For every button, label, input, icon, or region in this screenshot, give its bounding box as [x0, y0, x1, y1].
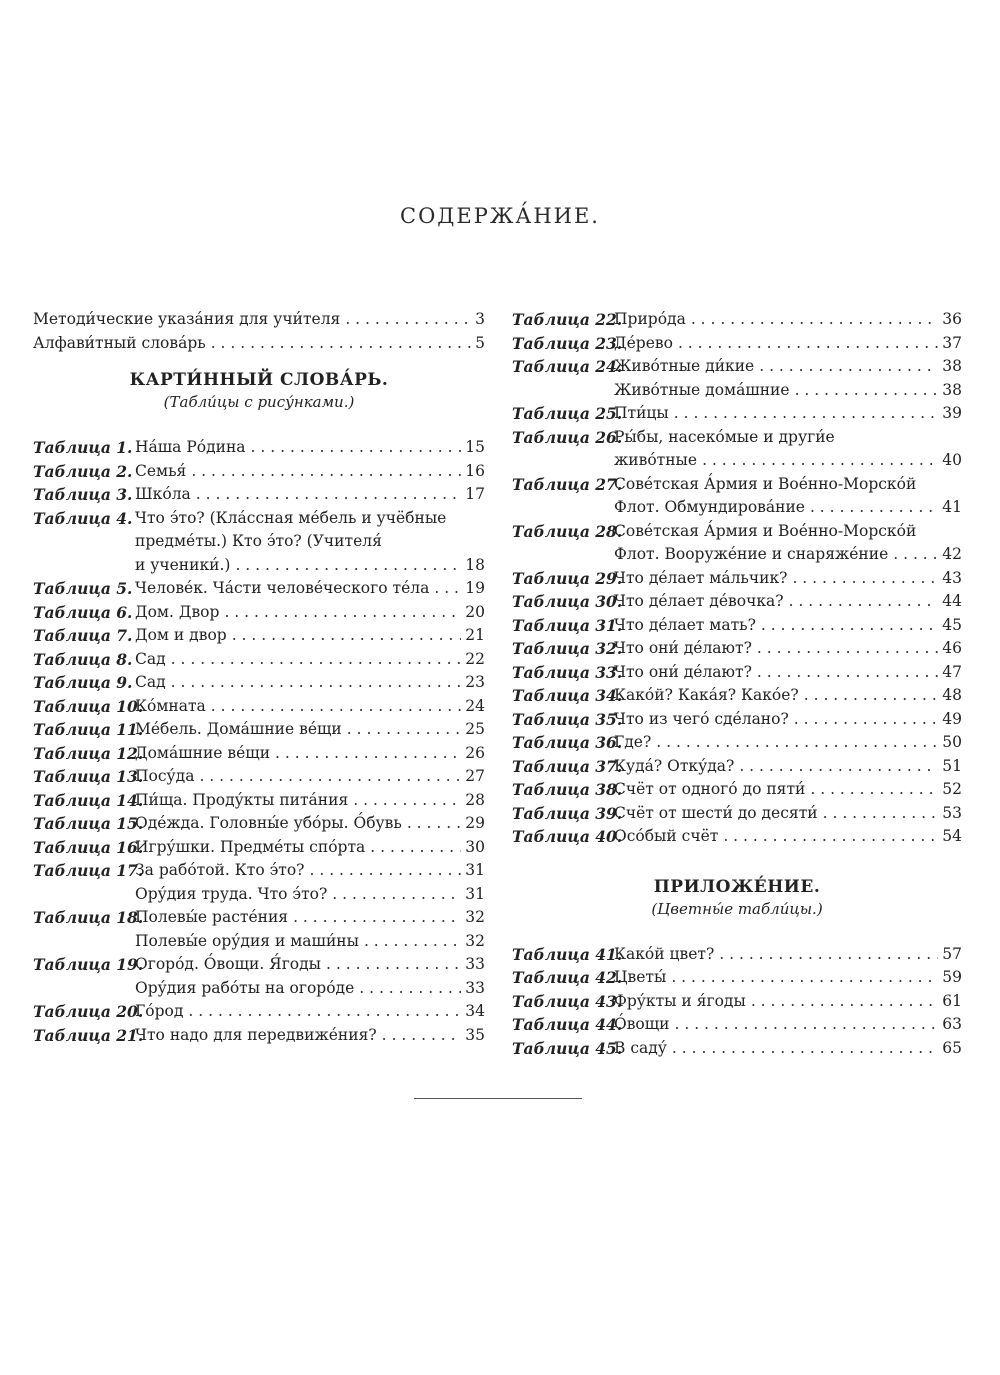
- toc-entry-label: Таблица 12.: [33, 743, 144, 763]
- toc-entry-page: 57: [942, 944, 962, 963]
- toc-entry: [512, 731, 962, 755]
- toc-entry: [33, 601, 485, 625]
- toc-entry-page: 31: [465, 884, 485, 903]
- toc-entry-page: 32: [465, 931, 485, 950]
- toc-entry-label: Таблица 33.: [512, 662, 623, 682]
- toc-entry: [33, 859, 485, 883]
- dot-leader: [232, 624, 462, 648]
- toc-entry-label: Таблица 23.: [512, 333, 623, 353]
- toc-entry-page: 38: [942, 380, 962, 399]
- toc-entry-title: Ору́дия труда. Что э́то?: [135, 884, 328, 903]
- dot-leader: [171, 671, 462, 695]
- toc-entry-page: 18: [465, 555, 485, 574]
- dot-leader: [326, 953, 461, 977]
- toc-entry-title: Ору́дия рабо́ты на огоро́де: [135, 978, 355, 997]
- toc-entry: [33, 530, 485, 554]
- toc-entry: [33, 507, 485, 531]
- toc-entry-page: 41: [942, 498, 962, 516]
- toc-entry: [33, 577, 485, 601]
- toc-entry: [33, 436, 485, 460]
- dot-leader: [382, 1024, 462, 1048]
- dot-leader: [196, 483, 461, 507]
- toc-entry: [33, 671, 485, 695]
- toc-entry-title: Флот. Вооруже́ние и снаряже́ние: [614, 545, 889, 563]
- toc-entry-page: 24: [465, 696, 485, 715]
- toc-entry-label: Таблица 31.: [512, 615, 623, 635]
- toc-entry: [512, 379, 962, 403]
- toc-entry: [512, 1013, 962, 1037]
- toc-entry-label: Таблица 11.: [33, 720, 144, 739]
- dot-leader: [823, 802, 939, 826]
- toc-entry-title: О́вощи: [614, 1015, 670, 1033]
- toc-entry-title: Осо́бый счёт: [614, 827, 719, 845]
- dot-leader: [723, 825, 938, 849]
- toc-entry-page: 47: [942, 662, 962, 681]
- toc-entry-label: Таблица 9.: [33, 673, 133, 692]
- toc-entry-page: 49: [942, 709, 962, 728]
- toc-entry-label: Таблица 27.: [512, 474, 623, 494]
- toc-entry: [33, 460, 485, 484]
- toc-entry-page: 43: [942, 568, 962, 587]
- dot-leader: [671, 966, 938, 990]
- toc-entry-page: 36: [942, 310, 962, 328]
- dot-leader: [407, 812, 461, 836]
- toc-entry-label: Таблица 32.: [512, 639, 623, 658]
- toc-entry-page: 28: [465, 790, 485, 809]
- toc-entry: [512, 355, 962, 379]
- toc-entry-page: 54: [942, 827, 962, 845]
- toc-entry: [512, 1037, 962, 1061]
- toc-entry-title: Флот. Обмундирова́ние: [614, 498, 805, 516]
- toc-entry-title: Посу́да: [135, 767, 195, 785]
- toc-entry-title: Живо́тные ди́кие: [614, 357, 755, 375]
- toc-entry-label: Таблица 37.: [512, 756, 623, 776]
- dot-leader: [678, 332, 938, 356]
- toc-entry-page: 5: [475, 333, 485, 352]
- toc-entry-page: 17: [465, 485, 485, 503]
- toc-entry-title: Что надо для передвиже́ния?: [135, 1025, 377, 1044]
- toc-entry: [33, 742, 485, 766]
- toc-entry: [512, 661, 962, 685]
- dot-leader: [370, 836, 461, 860]
- dot-leader: [359, 977, 461, 1001]
- toc-entry-label: Таблица 6.: [33, 602, 133, 622]
- toc-entry-page: 51: [942, 756, 962, 775]
- dot-leader: [364, 930, 461, 954]
- divider-rule: [414, 1098, 582, 1099]
- toc-entry-title: предме́ты.) Кто э́то? (Учителя́: [135, 532, 382, 550]
- toc-entry-title: Пи́ща. Проду́кты пита́ния: [135, 790, 349, 809]
- toc-entry-page: 15: [465, 438, 485, 456]
- toc-entry-title: Фру́кты и я́годы: [614, 991, 746, 1010]
- toc-entry-page: 38: [942, 357, 962, 375]
- dot-leader: [761, 614, 938, 638]
- toc-entry-page: 63: [942, 1015, 962, 1033]
- toc-entry-title: Счёт от одного́ до пяти́: [614, 780, 806, 798]
- dot-leader: [345, 308, 471, 332]
- toc-entry: [33, 765, 485, 789]
- section-heading-picture-dictionary: КАРТИ́ННЫЙ СЛОВА́РЬ.: [129, 370, 389, 390]
- dot-leader: [309, 859, 461, 883]
- toc-entry: [512, 520, 962, 544]
- dot-leader: [171, 648, 462, 672]
- toc-entry-title: Дом. Двор: [135, 602, 220, 621]
- toc-entry: [33, 812, 485, 836]
- dot-leader: [251, 436, 462, 460]
- toc-entry-label: Таблица 24.: [512, 357, 623, 376]
- toc-entry-title: Алфави́тный слова́рь: [33, 333, 206, 352]
- toc-entry-title: Сове́тская А́рмия и Вое́нно-Морско́й: [614, 521, 917, 540]
- toc-entry: [33, 953, 485, 977]
- toc-entry-title: Что де́лает де́вочка?: [614, 592, 784, 610]
- toc-entry-label: Таблица 34.: [512, 686, 623, 705]
- toc-entry-label: Таблица 16.: [33, 837, 144, 857]
- toc-entry-page: 45: [942, 615, 962, 634]
- dot-leader: [188, 1000, 461, 1024]
- toc-entry-title: и ученики́.): [135, 555, 231, 574]
- section-subheading-appendix: (Цветны́е табли́цы.): [651, 899, 823, 918]
- toc-entry-title: Куда́? Отку́да?: [614, 756, 735, 775]
- toc-entry-page: 53: [942, 803, 962, 822]
- toc-entry: [33, 648, 485, 672]
- toc-entry-page: 30: [465, 837, 485, 856]
- dot-leader: [672, 1037, 938, 1061]
- toc-entry-page: 22: [465, 649, 485, 668]
- toc-entry-page: 65: [942, 1038, 962, 1057]
- toc-entry-title: Что де́лает мать?: [614, 615, 756, 634]
- toc-entry-page: 52: [942, 780, 962, 798]
- toc-entry-page: 26: [465, 743, 485, 762]
- toc-entry-page: 42: [942, 545, 962, 563]
- toc-entry: [512, 755, 962, 779]
- toc-entry-page: 29: [465, 814, 485, 832]
- dot-leader: [211, 332, 471, 356]
- dot-leader: [757, 637, 938, 661]
- dot-leader: [759, 355, 938, 379]
- toc-entry-title: Како́й цвет?: [614, 944, 715, 963]
- toc-entry: [512, 708, 962, 732]
- dot-leader: [792, 567, 938, 591]
- toc-entry: [33, 977, 485, 1001]
- toc-entry: [512, 543, 962, 567]
- toc-entry-page: 40: [942, 451, 962, 469]
- toc-entry: [512, 426, 962, 450]
- dot-leader: [789, 590, 939, 614]
- toc-entry: [33, 1000, 485, 1024]
- toc-entry-label: Таблица 3.: [33, 485, 133, 504]
- dot-leader: [332, 883, 461, 907]
- toc-entry-title: На́ша Ро́дина: [135, 438, 246, 456]
- toc-entry-title: Игру́шки. Предме́ты спо́рта: [135, 837, 366, 856]
- dot-leader: [804, 684, 939, 708]
- toc-entry-page: 44: [942, 592, 962, 610]
- dot-leader: [691, 308, 938, 332]
- dot-leader: [751, 990, 938, 1014]
- toc-entry-title: Что из чего́ сде́лано?: [614, 709, 789, 728]
- toc-entry-title: Огоро́д. О́вощи. Я́годы: [135, 955, 322, 973]
- toc-entry-label: Таблица 22.: [512, 310, 623, 329]
- dot-leader: [739, 755, 938, 779]
- toc-entry-page: 61: [942, 991, 962, 1010]
- toc-entry-label: Таблица 18.: [33, 908, 144, 927]
- toc-entry-title: Полевы́е расте́ния: [135, 908, 289, 926]
- toc-entry-title: Ме́бель. Дома́шние ве́щи: [135, 720, 342, 738]
- toc-entry-title: Сове́тская А́рмия и Вое́нно-Морско́й: [614, 474, 917, 493]
- toc-entry: [512, 332, 962, 356]
- toc-entry: [33, 483, 485, 507]
- toc-entry: [512, 449, 962, 473]
- toc-entry: [33, 906, 485, 930]
- toc-entry-label: Таблица 29.: [512, 568, 623, 588]
- toc-entry-page: 34: [465, 1002, 485, 1020]
- dot-leader: [191, 460, 461, 484]
- toc-entry-title: Что э́то? (Кла́ссная ме́бель и учёбные: [135, 508, 447, 527]
- toc-entry-page: 32: [465, 908, 485, 926]
- dot-leader: [893, 543, 938, 567]
- toc-entry: [33, 308, 485, 332]
- toc-entry: [512, 684, 962, 708]
- toc-entry-label: Таблица 25.: [512, 404, 623, 423]
- toc-entry-page: 19: [465, 579, 485, 597]
- toc-entry-page: 27: [465, 767, 485, 785]
- toc-entry-page: 20: [465, 602, 485, 621]
- toc-entry-page: 46: [942, 639, 962, 657]
- toc-entry-title: Методи́ческие указа́ния для учи́теля: [33, 310, 341, 328]
- toc-entry-label: Таблица 39.: [512, 803, 623, 823]
- toc-entry: [512, 943, 962, 967]
- toc-entry-label: Таблица 8.: [33, 649, 133, 669]
- toc-entry: [512, 402, 962, 426]
- toc-entry: [512, 966, 962, 990]
- dot-leader: [810, 496, 938, 520]
- toc-entry: [33, 718, 485, 742]
- toc-entry: [512, 778, 962, 802]
- toc-entry-title: Живо́тные дома́шние: [614, 380, 790, 399]
- page-title: СОДЕРЖА́НИЕ.: [400, 204, 600, 228]
- dot-leader: [675, 1013, 939, 1037]
- toc-entry-label: Таблица 5.: [33, 579, 133, 598]
- toc-entry: [33, 930, 485, 954]
- toc-entry-title: Сад: [135, 673, 166, 691]
- toc-entry-label: Таблица 1.: [33, 438, 133, 457]
- dot-leader: [353, 789, 461, 813]
- toc-entry-title: Что они́ де́лают?: [614, 639, 752, 657]
- toc-entry-page: 23: [465, 673, 485, 691]
- toc-entry-title: Како́й? Кака́я? Како́е?: [614, 686, 799, 704]
- dot-leader: [810, 778, 938, 802]
- toc-entry-label: Таблица 15.: [33, 814, 144, 833]
- toc-entry-title: Ко́мната: [135, 696, 206, 715]
- toc-entry-label: Таблица 20.: [33, 1002, 144, 1021]
- toc-entry-page: 59: [942, 968, 962, 986]
- toc-entry: [33, 836, 485, 860]
- toc-entry-title: Сад: [135, 649, 166, 668]
- toc-entry-title: Цветы́: [614, 968, 667, 986]
- toc-entry: [512, 614, 962, 638]
- toc-entry-page: 31: [465, 861, 485, 879]
- toc-entry-page: 35: [465, 1025, 485, 1044]
- toc-entry-title: Пти́цы: [614, 404, 669, 422]
- dot-leader: [719, 943, 938, 967]
- toc-entry-label: Таблица 28.: [512, 521, 623, 541]
- toc-entry-title: живо́тные: [614, 451, 698, 469]
- toc-entry-title: Ры́бы, насеко́мые и други́е: [614, 427, 835, 446]
- dot-leader: [656, 731, 938, 755]
- toc-entry-label: Таблица 26.: [512, 427, 623, 447]
- toc-entry-page: 25: [465, 720, 485, 738]
- dot-leader: [795, 379, 939, 403]
- toc-entry-title: Дом и двор: [135, 626, 227, 644]
- section-subheading-picture-dictionary: (Табли́цы с рису́нками.): [163, 393, 355, 411]
- toc-entry-label: Таблица 14.: [33, 790, 144, 810]
- toc-entry-page: 3: [475, 310, 485, 328]
- toc-entry-label: Таблица 36.: [512, 733, 623, 752]
- toc-entry-title: Полевы́е ору́дия и маши́ны: [135, 931, 359, 950]
- toc-entry-label: Таблица 21.: [33, 1025, 144, 1045]
- toc-entry: [33, 695, 485, 719]
- toc-entry: [33, 332, 485, 356]
- toc-entry-title: Что де́лает ма́льчик?: [614, 568, 788, 587]
- dot-leader: [674, 402, 939, 426]
- toc-entry: [512, 567, 962, 591]
- right-column: [512, 308, 962, 1060]
- toc-entry-title: Где?: [614, 733, 652, 751]
- dot-leader: [224, 601, 461, 625]
- toc-entry-title: Счёт от шести́ до десяти́: [614, 803, 818, 822]
- toc-entry-label: Таблица 17.: [33, 861, 144, 880]
- toc-entry-page: 37: [942, 333, 962, 352]
- toc-entry-label: Таблица 2.: [33, 461, 133, 481]
- dot-leader: [199, 765, 461, 789]
- dot-leader: [293, 906, 461, 930]
- toc-entry-label: Таблица 10.: [33, 696, 144, 716]
- toc-entry-label: Таблица 30.: [512, 592, 623, 611]
- toc-entry-label: Таблица 19.: [33, 955, 144, 974]
- toc-entry-label: Таблица 13.: [33, 767, 144, 786]
- toc-entry: [512, 825, 962, 849]
- toc-entry-page: 48: [942, 686, 962, 704]
- toc-entry-title: В саду́: [614, 1038, 667, 1057]
- toc-entry-label: Таблица 7.: [33, 626, 133, 645]
- toc-entry-title: Приро́да: [614, 310, 686, 328]
- toc-entry-label: Таблица 35.: [512, 709, 623, 729]
- toc-entry: [33, 789, 485, 813]
- toc-entry-page: 33: [465, 978, 485, 997]
- section-heading-appendix: ПРИЛОЖЕ́НИЕ.: [653, 876, 821, 897]
- toc-entry-page: 39: [942, 404, 962, 422]
- dot-leader: [794, 708, 938, 732]
- toc-entry-title: Семья́: [135, 461, 187, 480]
- toc-entry: [512, 308, 962, 332]
- toc-entry-title: За рабо́той. Кто э́то?: [135, 861, 305, 879]
- toc-entry-label: Таблица 40.: [512, 827, 623, 846]
- dot-leader: [211, 695, 461, 719]
- toc-entry-label: Таблица 44.: [512, 1015, 623, 1034]
- toc-entry-title: Челове́к. Ча́сти челове́ческого те́ла: [135, 579, 430, 597]
- toc-entry-title: Что они́ де́лают?: [614, 662, 752, 681]
- toc-entry-page: 50: [942, 733, 962, 751]
- dot-leader: [347, 718, 462, 742]
- toc-entry-page: 21: [465, 626, 485, 644]
- toc-entry-label: Таблица 42.: [512, 968, 623, 987]
- toc-entry-page: 16: [465, 461, 485, 480]
- toc-entry: [512, 473, 962, 497]
- toc-entry: [512, 496, 962, 520]
- dot-leader: [275, 742, 461, 766]
- dot-leader: [434, 577, 461, 601]
- toc-entry: [33, 554, 485, 578]
- intro-list: [33, 308, 485, 355]
- dot-leader: [235, 554, 461, 578]
- toc-entry-page: 33: [465, 955, 485, 973]
- toc-entry: [512, 990, 962, 1014]
- toc-entry: [512, 802, 962, 826]
- right-entry-list: [512, 308, 962, 849]
- toc-entry-title: Оде́жда. Головны́е убо́ры. О́бувь: [135, 814, 402, 832]
- toc-entry-title: Де́рево: [614, 333, 673, 352]
- toc-entry-title: Го́род: [135, 1002, 184, 1020]
- left-column: [33, 308, 485, 1047]
- toc-entry-label: Таблица 38.: [512, 780, 623, 799]
- toc-entry: [33, 883, 485, 907]
- appendix-entry-list: [512, 943, 962, 1061]
- toc-entry-label: Таблица 43.: [512, 991, 623, 1011]
- toc-entry-label: Таблица 41.: [512, 944, 623, 964]
- toc-entry: [512, 590, 962, 614]
- toc-entry: [512, 637, 962, 661]
- toc-entry: [33, 624, 485, 648]
- toc-entry-label: Таблица 45.: [512, 1038, 623, 1058]
- toc-entry-title: Шко́ла: [135, 485, 191, 503]
- dot-leader: [757, 661, 938, 685]
- left-entry-list: [33, 436, 485, 1047]
- toc-entry: [33, 1024, 485, 1048]
- toc-entry-title: Дома́шние ве́щи: [135, 743, 271, 762]
- dot-leader: [702, 449, 938, 473]
- toc-entry-label: Таблица 4.: [33, 508, 133, 528]
